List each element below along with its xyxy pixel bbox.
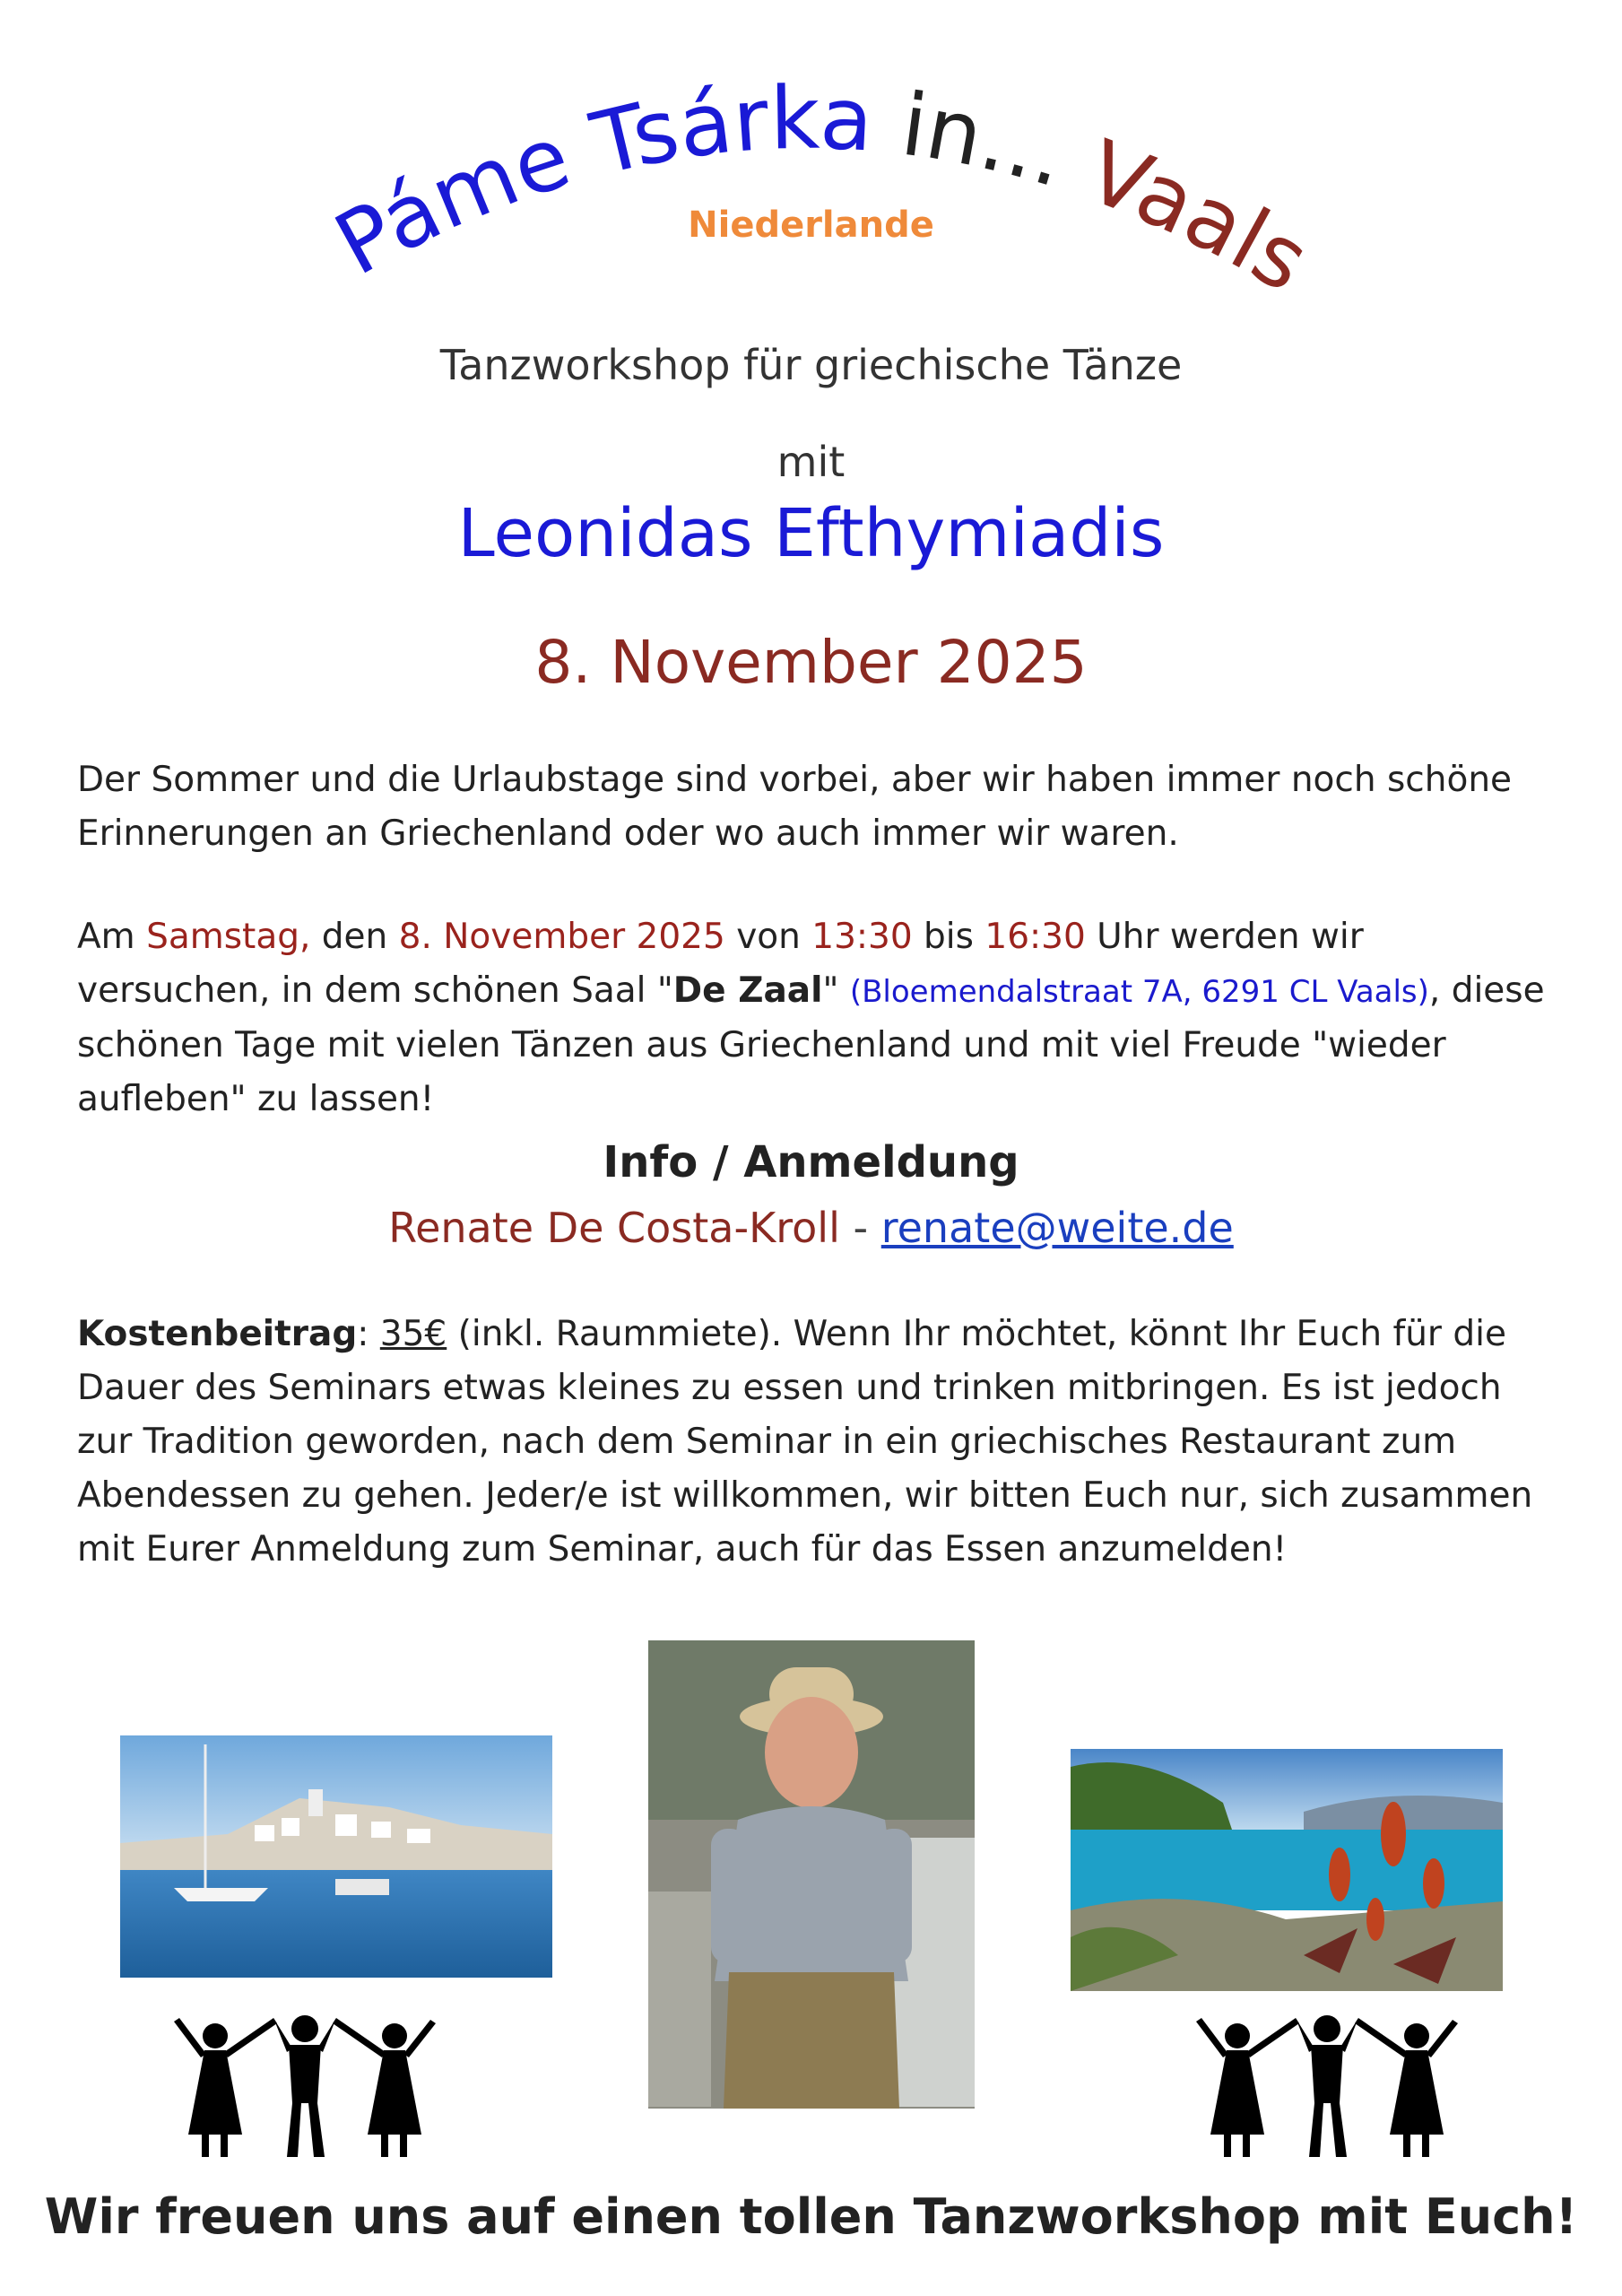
event-date-inline: 8. November 2025: [398, 917, 725, 957]
contact-line: Renate De Costa-Kroll - renate@weite.de: [388, 1204, 1234, 1252]
mit-label: mit: [776, 438, 846, 486]
end-time: 16:30: [984, 917, 1086, 957]
price: 35€: [379, 1314, 447, 1354]
contact-name: Renate De Costa-Kroll: [388, 1204, 840, 1252]
dancers-silhouette-icon: [152, 2000, 457, 2161]
svg-text:Páme Tsárka in..: [319, 68, 1325, 296]
coast-photo: [1071, 1749, 1503, 1991]
info-heading: Info / Anmeldung: [603, 1137, 1019, 1187]
workshop-heading: Tanzworkshop für griechische Tänze: [439, 341, 1183, 389]
event-title: [269, 63, 1345, 296]
subtitle: Niederlande: [688, 204, 934, 246]
title-part1: Páme Tsárka: [319, 67, 876, 295]
title-part2: in...: [896, 74, 1079, 207]
venue-name: De Zaal: [672, 970, 823, 1011]
title-part3: Vaals: [1073, 121, 1326, 296]
dancers-silhouette-icon-right: [1175, 2000, 1479, 2161]
venue-address: (Bloemendalstraat 7A, 6291 CL Vaals): [849, 974, 1429, 1010]
costs-label: Kostenbeitrag: [77, 1314, 358, 1354]
event-day: Samstag,: [146, 917, 311, 957]
teacher-name: Leonidas Efthymiadis: [457, 495, 1165, 572]
contact-email-link[interactable]: renate@weite.de: [880, 1204, 1234, 1252]
closing-line: Wir freuen uns auf einen tollen Tanzworkshop mit Euch!: [44, 2188, 1578, 2245]
teacher-photo: [648, 1640, 975, 2109]
harbour-photo: [120, 1735, 552, 1978]
intro-paragraph: Der Sommer und die Urlaubstage sind vorbei, aber wir haben immer noch schöne Erinnerungen an Griechenland oder wo auch immer wir waren.: [77, 760, 1513, 854]
costs-paragraph: Kostenbeitrag: 35€ (inkl. Raummiete). Wenn Ihr möchtet, könnt Ihr Euch für die Dauer des Seminars etwas kleines zu essen und trinken mitbringen. Es ist jedoch zur Tradition geworden, nach dem Seminar in ein griechisches Restaurant zum Abendessen zu gehen. Jeder/e ist willkommen, wir bitten Euch nur, sich zusammen mit Eurer Anmeldung zum Seminar, auch für das Essen anzumelden!: [77, 1314, 1533, 1570]
details-paragraph: Am Samstag, den 8. November 2025 von 13:30 bis 16:30 Uhr werden wir versuchen, in dem schönen Saal "De Zaal" (Bloemendalstraat 7A, 6291 CL Vaals), diese schönen Tage mit vielen Tänzen aus Griechenland und mit viel Freude "wieder aufleben" zu lassen!: [77, 917, 1545, 1119]
start-time: 13:30: [811, 917, 913, 957]
event-date: 8. November 2025: [534, 628, 1088, 697]
